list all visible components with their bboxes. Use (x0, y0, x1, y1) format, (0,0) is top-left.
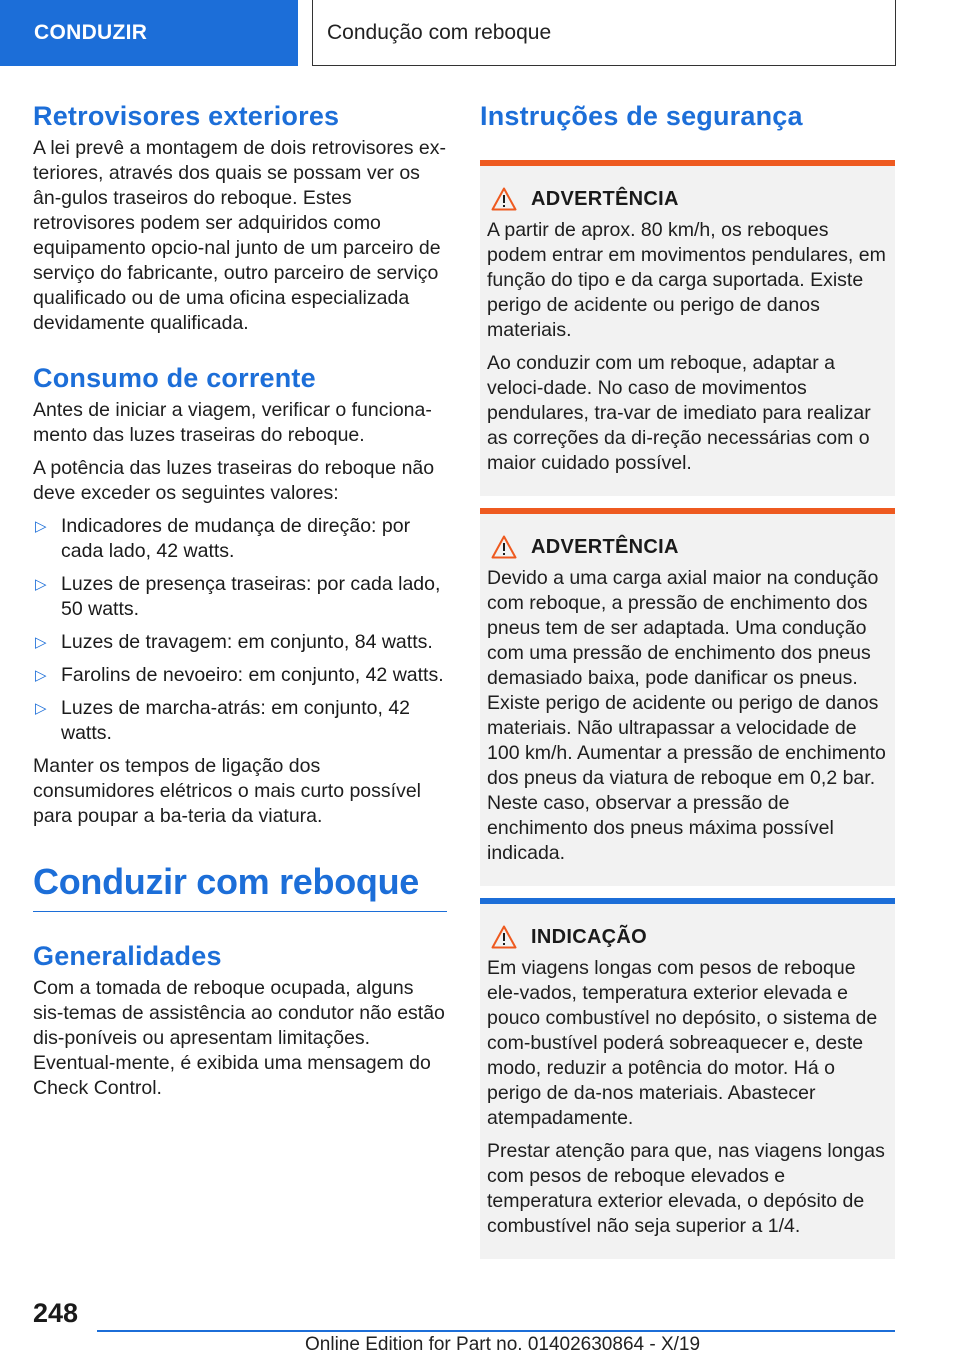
warning-box-1 (480, 160, 895, 496)
note-box (480, 898, 895, 1259)
heading-conduzir-com-reboque: Conduzir com reboque (33, 861, 420, 902)
note-paragraph-2: Prestar atenção para que, nas viagens longas com pesos de reboque elevados e temperatura exterior elevada, o depósito de combustível não seja superior a 1/4. (487, 1140, 885, 1237)
page-header (0, 0, 960, 66)
chapter-title: Condução com reboque (312, 0, 896, 66)
triangle-bullet-icon: ▷ (35, 518, 47, 535)
warning-triangle-icon (491, 535, 517, 559)
right-column (480, 98, 895, 1271)
triangle-bullet-icon: ▷ (35, 667, 47, 684)
note-box-header (487, 922, 887, 952)
warning-triangle-icon (491, 925, 517, 949)
edition-text: Online Edition for Part no. 01402630864 - X/19 (305, 1334, 701, 1355)
section-retrovisores (33, 98, 447, 336)
paragraph-consumo-2: A potência das luzes traseiras do reboque não deve exceder os seguintes valores: (33, 457, 435, 504)
list-item: ▷ Indicadores de mudança de direção: por cada lado, 42 watts. (35, 515, 411, 562)
list-item: ▷ Farolins de nevoeiro: em conjunto, 42 watts. (35, 664, 444, 686)
list-item: ▷ Luzes de marcha-atrás: em conjunto, 42 watts. (35, 697, 411, 744)
section-consumo (33, 360, 447, 829)
note-paragraph-1: Em viagens longas com pesos de reboque ele-vados, temperatura exterior elevada e pouco combustível no depósito, o sistema de com-bustível poderá sobreaquecer e, deste modo, reduzir a potência do motor. Há o perigo de da-nos materiais. Abastecer atempadamente. (487, 957, 878, 1129)
heading-consumo: Consumo de corrente (33, 363, 316, 393)
paragraph-generalidades: Com a tomada de reboque ocupada, alguns sis-temas de assistência ao condutor não estão dis-poníveis ou apresentam limitações. Eventual-mente, é exibida uma mensagem do Check Control. (33, 977, 445, 1099)
triangle-bullet-icon: ▷ (35, 576, 47, 593)
warning-label: ADVERTÊNCIA (531, 535, 679, 558)
paragraph-consumo-3: Manter os tempos de ligação dos consumidores elétricos o mais curto possível para poupar a ba-teria da viatura. (33, 755, 421, 827)
list-item: ▷ Luzes de travagem: em conjunto, 84 watts. (35, 631, 433, 653)
note-label: INDICAÇÃO (531, 925, 648, 948)
section-tab: CONDUZIR (0, 0, 298, 66)
warning-box-header (487, 532, 887, 562)
power-limits-list (33, 514, 447, 746)
warning-1-paragraph-2: Ao conduzir com um reboque, adaptar a veloci-dade. No caso de movimentos pendulares, tra-var de imediato para realizar as correções da di-reção necessárias com o maior cuidado possível. (487, 352, 871, 474)
heading-instrucoes-seguranca: Instruções de segurança (480, 101, 803, 131)
warning-label: ADVERTÊNCIA (531, 187, 679, 210)
warning-1-paragraph-1: A partir de aprox. 80 km/h, os reboques podem entrar em movimentos pendulares, em função do tipo e da carga suportada. Existe perigo de acidente ou perigo de danos materiais. (487, 219, 886, 341)
paragraph-retrovisores: A lei prevê a montagem de dois retrovisores ex-teriores, através dos quais se possam ver os ân-gulos traseiros do reboque. Estes retrovisores podem ser adquiridos como equipamento opcio-nal junto de um parceiro de serviço do fabricante, outro parceiro de serviço qualificado ou de uma oficina especializada devidamente qualificada. (33, 137, 446, 334)
warning-box-2 (480, 508, 895, 886)
left-column (33, 98, 447, 1125)
chapter-heading-wrap (33, 857, 447, 912)
page-number: 248 (33, 1298, 79, 1328)
warning-2-paragraph-1: Devido a uma carga axial maior na condução com reboque, a pressão de enchimento dos pneus tem de ser adaptada. Uma condução com uma pressão de enchimento dos pneus demasiado baixa, pode danificar os pneus. Existe perigo de acidente ou perigo de danos materiais. Não ultrapassar a velocidade de 100 km/h. Aumentar a pressão de enchimento dos pneus da viatura de reboque em 0,2 bar. Neste caso, observar a pressão de enchimento dos pneus máxima possível indicada. (487, 567, 886, 864)
warning-triangle-icon (491, 187, 517, 211)
heading-generalidades: Generalidades (33, 941, 222, 971)
section-generalidades (33, 938, 447, 1101)
triangle-bullet-icon: ▷ (35, 700, 47, 717)
footer-divider (97, 1330, 895, 1332)
list-item: ▷ Luzes de presença traseiras: por cada lado, 50 watts. (35, 573, 441, 620)
triangle-bullet-icon: ▷ (35, 634, 47, 651)
paragraph-consumo-1: Antes de iniciar a viagem, verificar o funciona-mento das luzes traseiras do reboque. (33, 399, 432, 446)
warning-box-header (487, 184, 887, 214)
heading-retrovisores: Retrovisores exteriores (33, 101, 340, 131)
